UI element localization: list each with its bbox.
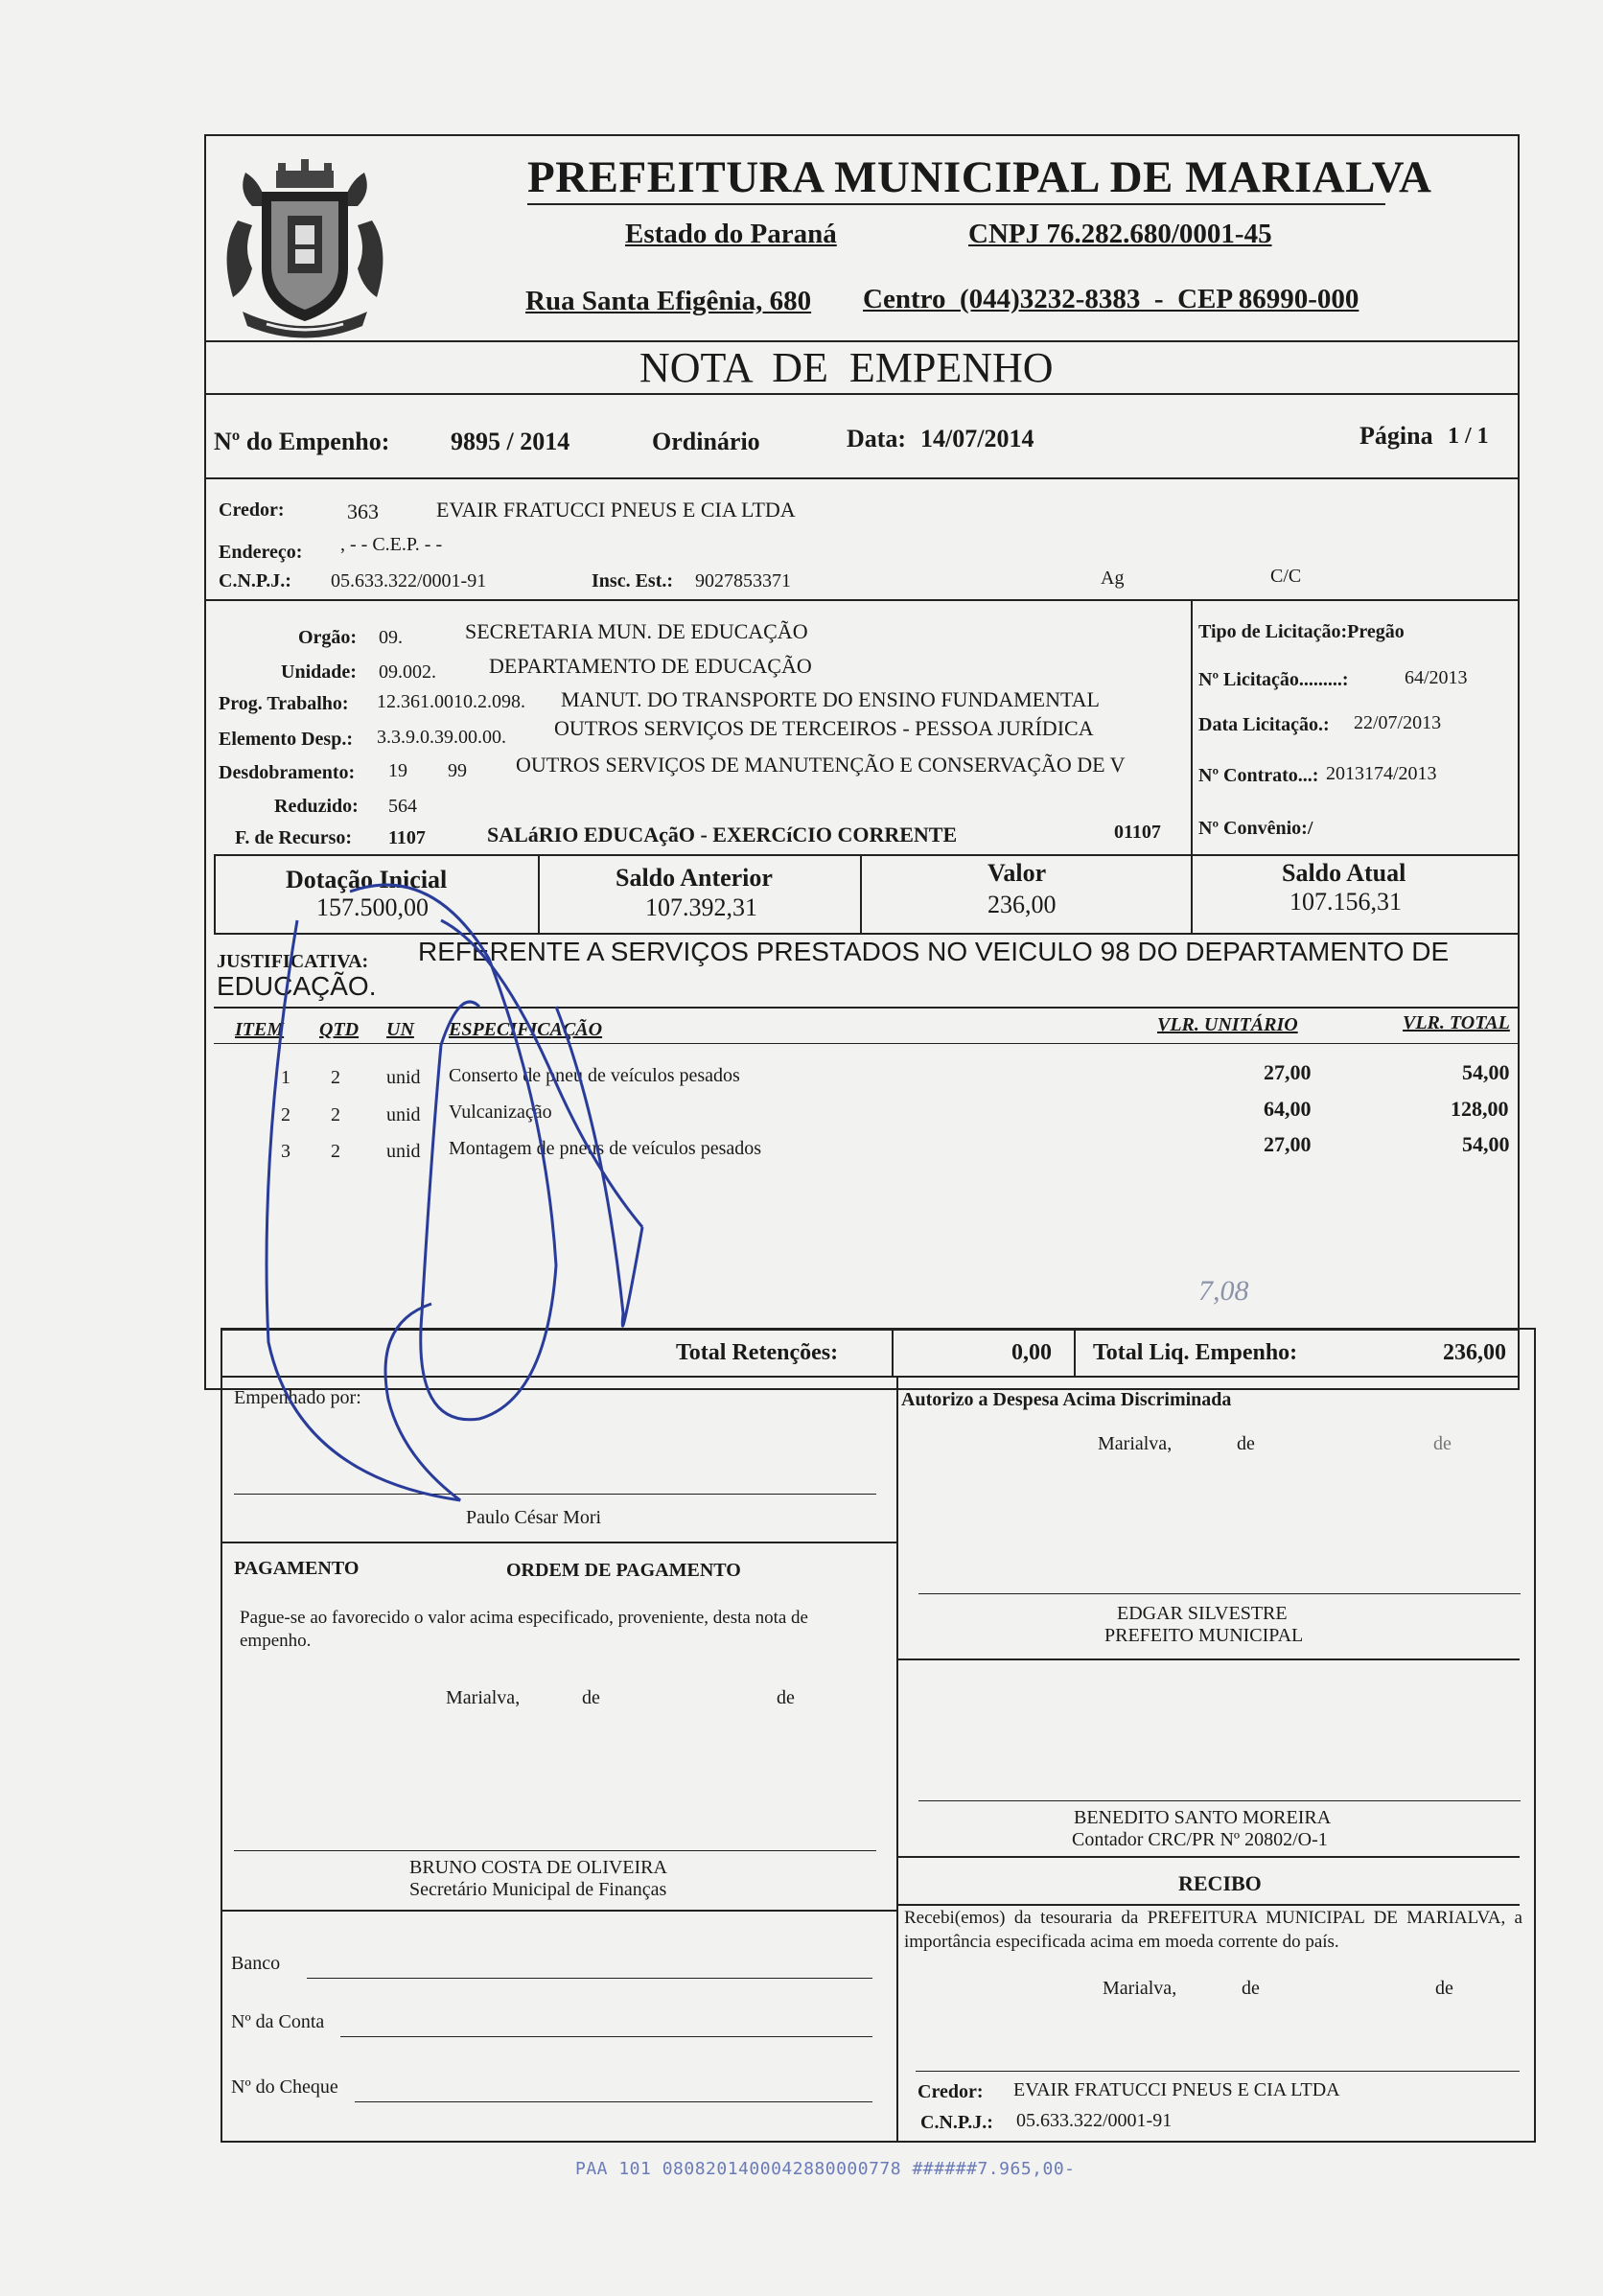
prog-name: MANUT. DO TRANSPORTE DO ENSINO FUNDAMENTAL (561, 687, 1100, 711)
saldo-anterior-label: Saldo Anterior (616, 864, 773, 892)
header-un: UN (386, 1019, 414, 1040)
row-total: 54,00 (1462, 1132, 1510, 1156)
credor-name: EVAIR FRATUCCI PNEUS E CIA LTDA (436, 498, 796, 522)
pague-de2: de (777, 1687, 795, 1708)
saldo-atual-value: 107.156,31 (1289, 888, 1402, 916)
autorizo-place: Marialva, (1098, 1433, 1173, 1454)
receipt-cnpj-label: C.N.P.J.: (920, 2112, 993, 2133)
pague-de1: de (582, 1687, 600, 1708)
orgao-name: SECRETARIA MUN. DE EDUCAÇÃO (465, 619, 808, 643)
handwritten-signature (240, 863, 719, 1515)
unidade-code: 09.002. (379, 661, 436, 683)
receipt-credor-label: Credor: (918, 2081, 984, 2102)
unidade-label: Unidade: (281, 661, 357, 683)
header-vlr-total: VLR. TOTAL (1403, 1012, 1510, 1033)
reduzido-value: 564 (388, 796, 417, 817)
elem-label: Elemento Desp.: (219, 729, 353, 750)
totals-div-2 (1074, 1329, 1076, 1377)
credor-code: 363 (347, 499, 379, 523)
header-especificacao: ESPECIFICAÇÃO (449, 1019, 603, 1040)
recibo-de1: de (1242, 1978, 1260, 1999)
prog-code: 12.361.0010.2.098. (377, 691, 525, 712)
contador-name: BENEDITO SANTO MOREIRA (1074, 1807, 1332, 1828)
retencoes-label: Total Retenções: (676, 1340, 839, 1365)
empenho-type: Ordinário (652, 428, 760, 455)
header-divider (204, 340, 1520, 342)
recurso-label: F. de Recurso: (235, 827, 353, 848)
row-un: unid (386, 1067, 421, 1088)
footer-stamp: PAA 101 0808201400042880000778 ######7.965,00- (575, 2159, 1076, 2179)
desd-b: 99 (448, 760, 467, 781)
street-label: Rua Santa Efigênia, 680 (525, 286, 812, 316)
address-label: Endereço: (219, 542, 303, 563)
pagamento-label: PAGAMENTO (234, 1558, 360, 1579)
row-qtd: 2 (331, 1141, 340, 1162)
justificativa-text-line1: REFERENTE A SERVIÇOS PRESTADOS NO VEICULO 98 DO DEPARTAMENTO DE (418, 937, 1450, 966)
row-item: 2 (281, 1104, 290, 1125)
desd-name: OUTROS SERVIÇOS DE MANUTENÇÃO E CONSERVAÇÃO DE V (516, 753, 1126, 777)
prefeito-bottom (896, 1658, 1520, 1660)
empenho-number-label: Nº do Empenho: (214, 428, 390, 455)
liquido-label: Total Liq. Empenho: (1093, 1340, 1298, 1365)
pagamento-top (221, 1542, 897, 1543)
cnpj-label-credor: C.N.P.J.: (219, 570, 291, 591)
date-label: Data: (847, 425, 907, 452)
licitacao-number: 64/2013 (1405, 667, 1468, 688)
row-total: 54,00 (1462, 1060, 1510, 1084)
licitacao-number-label: Nº Licitação.........: (1198, 669, 1349, 690)
pague-text: Pague-se ao favorecido o valor acima especificado, proveniente, desta nota de empenho. (240, 1608, 808, 1651)
saldo-atual-label: Saldo Atual (1282, 859, 1406, 887)
orgao-code: 09. (379, 627, 403, 648)
empenhado-name: Paulo César Mori (466, 1507, 602, 1528)
valor-value: 236,00 (987, 891, 1057, 918)
convenio-label: Nº Convênio:/ (1198, 818, 1313, 839)
empenhado-label: Empenhado por: (234, 1387, 361, 1408)
document-title: NOTA DE EMPENHO (639, 344, 1054, 391)
secretario-name: BRUNO COSTA DE OLIVEIRA (409, 1857, 667, 1878)
contrato-value: 2013174/2013 (1326, 763, 1437, 784)
retencoes-value: 0,00 (1011, 1340, 1052, 1365)
autorizo-label: Autorizo a Despesa Acima Discriminada (901, 1389, 1232, 1410)
recurso-code: 1107 (388, 827, 426, 848)
sig-mid-divider (896, 1376, 898, 2143)
cnpj-label: CNPJ 76.282.680/0001-45 (968, 219, 1272, 249)
licitacao-date-label: Data Licitação.: (1198, 714, 1330, 735)
row-qtd: 2 (331, 1104, 340, 1125)
recibo-text: Recebi(emos) da tesouraria da PREFEITURA MUNICIPAL DE MARIALVA, a importância especificada acima em moeda corrente do país. (904, 1908, 1522, 1952)
values-div-2 (860, 854, 862, 935)
address-value: , - - C.E.P. - - (340, 534, 443, 555)
liquido-value: 236,00 (1443, 1340, 1506, 1365)
insc-value: 9027853371 (695, 570, 791, 591)
desd-a: 19 (388, 760, 407, 781)
ordem-label: ORDEM DE PAGAMENTO (506, 1560, 741, 1581)
justificativa-text-line2: EDUCAÇÃO. (217, 971, 377, 1001)
conta-label: Nº da Conta (231, 2011, 325, 2032)
autorizo-de2: de (1433, 1433, 1452, 1454)
secretario-title: Secretário Municipal de Finanças (409, 1879, 667, 1900)
contact-label: Centro (044)3232-8383 - CEP 86990-000 (863, 284, 1359, 314)
elem-code: 3.3.9.0.39.00.00. (377, 727, 506, 748)
cc-label: C/C (1270, 566, 1302, 587)
contrato-label: Nº Contrato...: (1198, 765, 1319, 786)
autorizo-de1: de (1237, 1433, 1255, 1454)
row-item: 3 (281, 1141, 290, 1162)
recurso-name: SALáRIO EDUCAçãO - EXERCíCIO CORRENTE (487, 823, 958, 847)
dotacao-label: Dotação Inicial (286, 866, 448, 893)
header-item: ITEM (235, 1019, 285, 1040)
contador-sign-line (918, 1800, 1521, 1801)
row-total: 128,00 (1451, 1097, 1509, 1121)
secretario-bottom (221, 1910, 897, 1912)
banco-line (307, 1978, 872, 1979)
recibo-label: RECIBO (1178, 1871, 1262, 1895)
totals-div-1 (892, 1329, 894, 1377)
page-number: 1 / 1 (1448, 424, 1489, 449)
receipt-cnpj-value: 05.633.322/0001-91 (1016, 2110, 1173, 2131)
credor-cnpj: 05.633.322/0001-91 (331, 570, 487, 591)
empenho-number: 9895 / 2014 (451, 428, 570, 455)
row-item: 1 (281, 1067, 290, 1088)
row-unit: 27,00 (1264, 1060, 1312, 1084)
date-value: 14/07/2014 (920, 425, 1034, 452)
values-div-3 (1191, 854, 1193, 935)
valor-label: Valor (987, 859, 1047, 887)
receipt-credor-name: EVAIR FRATUCCI PNEUS E CIA LTDA (1013, 2079, 1340, 2100)
title-underline (527, 203, 1385, 205)
budget-divider (1191, 599, 1193, 856)
licitacao-date: 22/07/2013 (1354, 712, 1442, 733)
desd-label: Desdobramento: (219, 762, 356, 783)
reduzido-label: Reduzido: (274, 796, 359, 817)
row-desc: Vulcanização (449, 1102, 552, 1123)
row-un: unid (386, 1104, 421, 1125)
secretario-sign-line (234, 1850, 876, 1851)
handwritten-note: 7,08 (1198, 1275, 1249, 1307)
row-un: unid (386, 1141, 421, 1162)
recibo-de2: de (1435, 1978, 1453, 1999)
pague-place: Marialva, (446, 1687, 521, 1708)
conta-line (340, 2036, 872, 2037)
header-vlr-unitario: VLR. UNITÁRIO (1157, 1014, 1298, 1035)
divider-empenho (204, 477, 1520, 479)
cheque-label: Nº do Cheque (231, 2076, 338, 2098)
dotacao-value: 157.500,00 (316, 893, 429, 921)
coat-of-arms-logo (209, 153, 401, 345)
row-desc: Conserto de pneu de veículos pesados (449, 1065, 740, 1086)
divider-credor (204, 599, 1520, 601)
row-qtd: 2 (331, 1067, 340, 1088)
prefeito-sign-line (918, 1593, 1521, 1594)
saldo-anterior-value: 107.392,31 (645, 893, 757, 921)
prog-label: Prog. Trabalho: (219, 693, 349, 714)
banco-label: Banco (231, 1953, 281, 1974)
page-title: PREFEITURA MUNICIPAL DE MARIALVA (527, 152, 1432, 202)
orgao-label: Orgão: (298, 627, 358, 648)
recibo-place: Marialva, (1103, 1978, 1177, 1999)
credor-sign-line (916, 2071, 1520, 2072)
tipo-licitacao: Tipo de Licitação:Pregão (1198, 621, 1405, 642)
prefeito-name: EDGAR SILVESTRE (1117, 1603, 1288, 1624)
elem-name: OUTROS SERVIÇOS DE TERCEIROS - PESSOA JURÍDICA (554, 716, 1094, 740)
contador-bottom (896, 1856, 1520, 1858)
contador-title: Contador CRC/PR Nº 20802/O-1 (1072, 1829, 1328, 1850)
credor-label: Credor: (219, 499, 285, 521)
unidade-name: DEPARTAMENTO DE EDUCAÇÃO (489, 654, 812, 678)
row-unit: 27,00 (1264, 1132, 1312, 1156)
state-label: Estado do Paraná (625, 219, 837, 249)
ag-label: Ag (1101, 568, 1125, 589)
page-label: Página (1359, 422, 1433, 450)
insc-label: Insc. Est.: (592, 570, 674, 591)
prefeito-title: PREFEITO MUNICIPAL (1104, 1625, 1304, 1646)
header-qtd: QTD (319, 1019, 360, 1040)
row-desc: Montagem de pneus de veículos pesados (449, 1138, 762, 1159)
row-unit: 64,00 (1264, 1097, 1312, 1121)
justificativa-label: JUSTIFICATIVA: (217, 951, 369, 972)
recurso-extra: 01107 (1114, 822, 1161, 843)
cheque-line (355, 2101, 872, 2102)
